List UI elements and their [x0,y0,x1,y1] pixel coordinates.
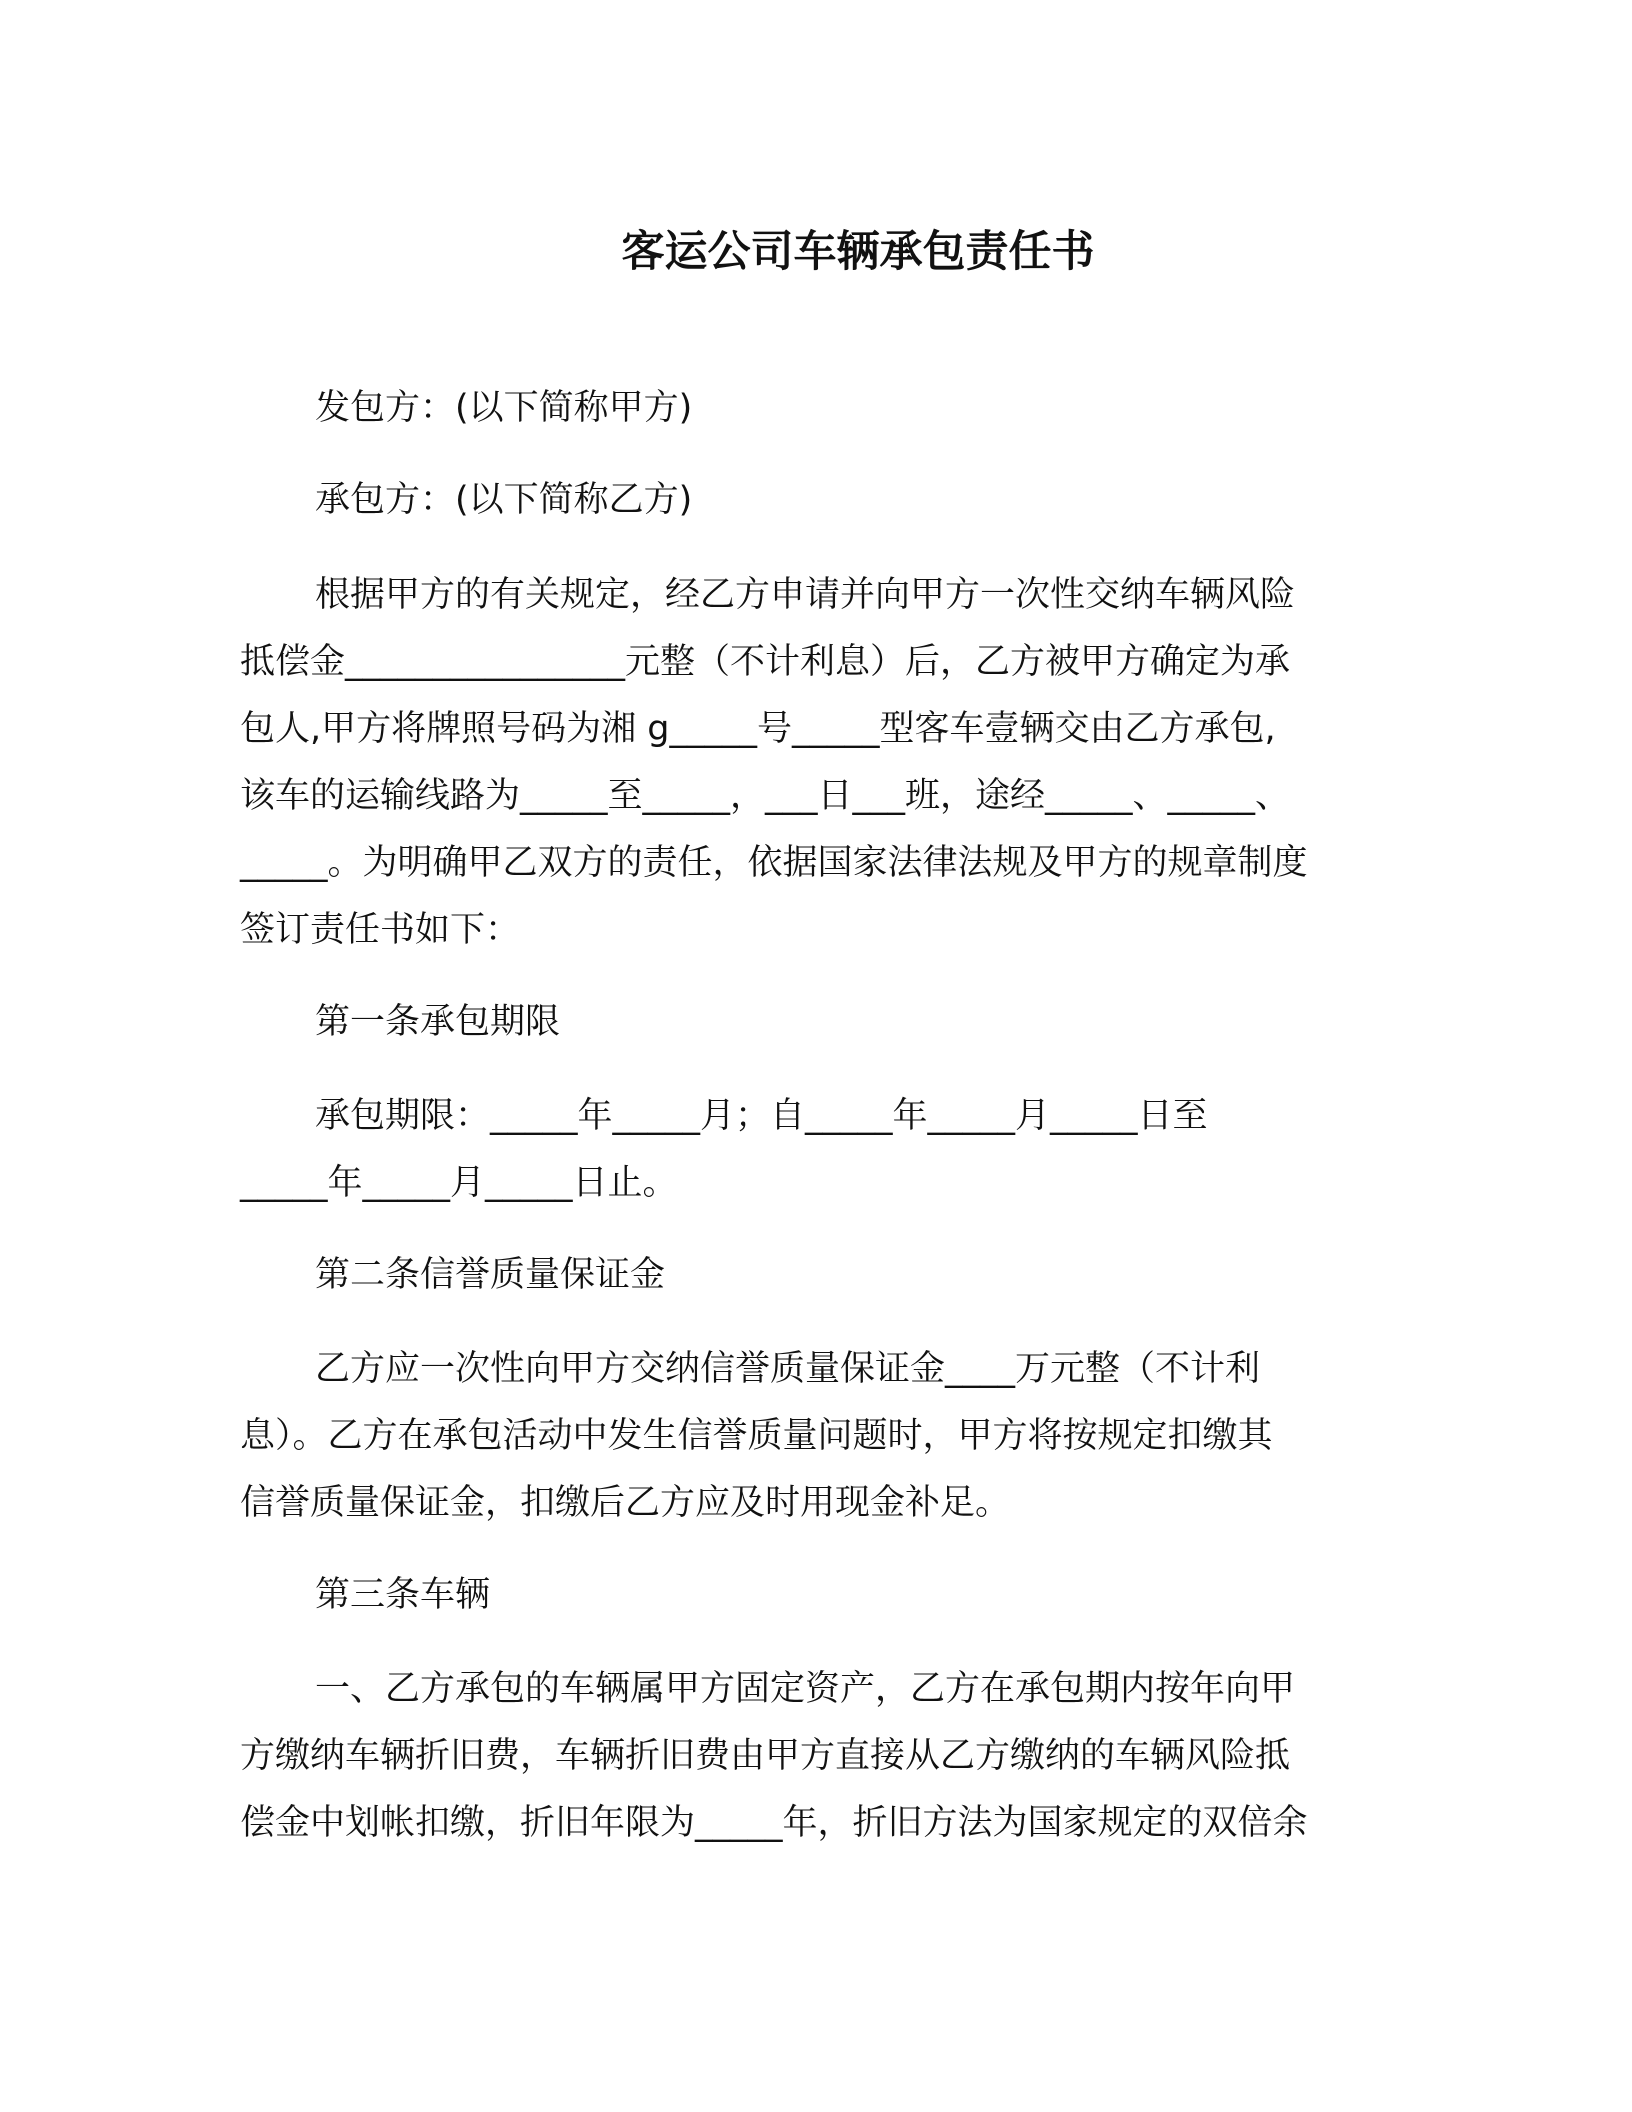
article-1-line-2: _____年_____月_____日止。 [240,1163,678,1203]
preamble-line-1: 根据甲方的有关规定，经乙方申请并向甲方一次性交纳车辆风险 [315,575,1296,615]
article-1-heading: 第一条承包期限 [315,1002,561,1042]
preamble-line-5: _____。为明确甲乙双方的责任，依据国家法律法规及甲方的规章制度 [240,843,1308,883]
article-2-line-1: 乙方应一次性向甲方交纳信誉质量保证金____万元整（不计利 [315,1349,1261,1389]
article-3-heading: 第三条车辆 [315,1575,491,1615]
article-2-line-3: 信誉质量保证金，扣缴后乙方应及时用现金补足。 [240,1483,1011,1523]
preamble-line-2: 抵偿金________________元整（不计利息）后，乙方被甲方确定为承 [240,642,1291,682]
article-3-line-2: 方缴纳车辆折旧费，车辆折旧费由甲方直接从乙方缴纳的车辆风险抵 [240,1736,1291,1776]
article-2-line-2: 息）。乙方在承包活动中发生信誉质量问题时，甲方将按规定扣缴其 [240,1416,1273,1456]
preamble-line-6: 签订责任书如下： [240,910,521,950]
document-title: 客运公司车辆承包责任书 [621,227,1095,277]
article-2-heading: 第二条信誉质量保证金 [315,1255,666,1295]
party-a-line: 发包方：(以下简称甲方) [315,388,693,428]
article-3-line-3: 偿金中划帐扣缴，折旧年限为_____年，折旧方法为国家规定的双倍余 [240,1803,1308,1843]
article-3-line-1: 一、乙方承包的车辆属甲方固定资产，乙方在承包期内按年向甲 [315,1669,1296,1709]
preamble-line-4: 该车的运输线路为_____至_____，___日___班，途经_____、_____、 [240,776,1291,816]
preamble-line-3: 包人,甲方将牌照号码为湘 g_____号_____型客车壹辆交由乙方承包, [240,709,1276,749]
party-b-line: 承包方：(以下简称乙方) [315,480,693,520]
article-1-line-1: 承包期限：_____年_____月；自_____年_____月_____日至 [315,1096,1208,1136]
